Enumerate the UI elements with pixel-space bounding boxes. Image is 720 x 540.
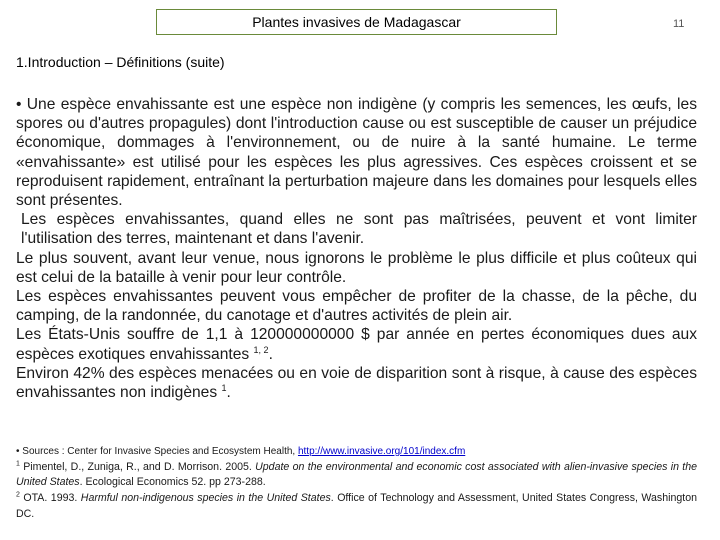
us-losses-end: .	[268, 345, 273, 363]
section-title: 1.Introduction – Définitions (suite)	[16, 54, 225, 70]
reference-2-number: 2	[16, 491, 20, 499]
reference-1-title: Update on the environmental and economic cost associated with alien-invasive species in the United States	[16, 460, 697, 489]
page-number: 11	[673, 18, 685, 30]
reference-2	[16, 491, 697, 522]
reference-1-rest: . Ecological Economics 52. pp 273-288.	[79, 476, 266, 489]
reference-2-authors: OTA. 1993.	[19, 492, 81, 505]
references	[16, 444, 697, 523]
slide-header	[156, 9, 557, 35]
paragraph-land-use: Les espèces envahissantes, quand elles ne sont pas maîtrisées, peuvent et vont limiter l'utilisation des terres, maintenant et dans l'avenir.	[21, 211, 697, 248]
reference-1-number: 1	[16, 460, 20, 468]
us-losses-text: Les États-Unis souffre de 1,1 à 120000000000 $ par année en pertes économiques dues aux espèces exotiques envahissantes	[16, 326, 697, 363]
reference-2-title: Harmful non-indigenous species in the United States	[80, 492, 331, 505]
sources-prefix: • Sources : Center for Invasive Species and Ecosystem Health,	[16, 446, 298, 457]
slide-title: Plantes invasives de Madagascar	[252, 14, 461, 30]
paragraph-control-cost: Le plus souvent, avant leur venue, nous ignorons le problème le plus difficile et plus coûteux qui est celui de la bataille à venir pour leur contrôle.	[16, 249, 697, 286]
sources-link[interactable]: http://www.invasive.org/101/index.cfm	[297, 446, 466, 457]
paragraph-recreation: Les espèces envahissantes peuvent vous empêcher de profiter de la chasse, de la pêche, du camping, de la randonnée, du canotage et d'autres activités de plein air.	[16, 288, 697, 325]
endangered-citation: 1	[221, 382, 227, 393]
reference-2-rest: . Office of Technology and Assessment, United States Congress, Washington DC.	[16, 492, 697, 520]
endangered-end: .	[226, 384, 231, 402]
paragraph-us-losses	[16, 325, 697, 363]
endangered-text: Environ 42% des espèces menacées ou en voie de disparition sont à risque, à cause des espèces envahissantes non indigènes	[16, 364, 697, 402]
sources-line	[16, 444, 697, 460]
body-text	[16, 95, 697, 402]
paragraph-endangered-species	[16, 364, 697, 402]
paragraph-definition: • Une espèce envahissante est une espèce non indigène (y compris les semences, les œufs, les spores ou d'autres propagules) dont l'introduction cause ou est susceptible de causer un préjudice économique, dommages à l'environnement, ou de nuire à la santé humaine. Le terme «envahissante» est utilisé pour les espèces les plus agressives. Ces espèces croissent et se reproduisent rapidement, entraînant la perturbation majeure dans les domaines pour lesquels elles sont présentes.	[16, 96, 697, 210]
reference-1-authors: Pimentel, D., Zuniga, R., and D. Morrison. 2005.	[19, 460, 256, 473]
us-losses-citation: 1, 2	[253, 344, 269, 355]
reference-1	[16, 460, 697, 491]
